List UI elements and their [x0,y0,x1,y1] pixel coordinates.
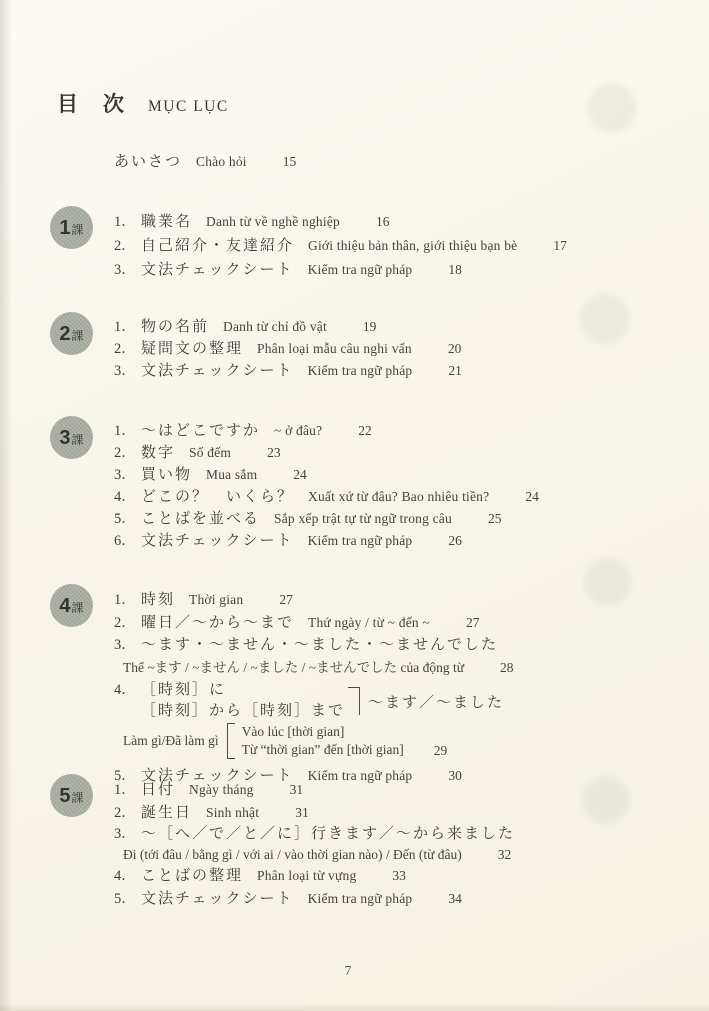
vi-text: Mua sắm [206,467,258,482]
toc-header [57,88,229,118]
vi-text: Phân loại mẫu câu nghi vấn [257,341,412,356]
jp-text: 文法チェックシート [141,891,294,907]
item-number: 4． [114,682,136,698]
toc-row-grouped-jp [114,680,700,722]
lesson-3-badge [50,416,93,459]
jp-text: 文法チェックシート [141,363,294,379]
page-title-japanese: 目 次 [57,92,126,116]
jp-text: ～はどこですか [141,423,261,439]
lesson-4-section [50,584,700,787]
item-number: 1． [114,214,136,230]
vi-text: Từ “thời gian” đến [thời gian] [241,742,404,757]
vi-text: Thể ~ます / ~ません / ~ました / ~ませんでした của động từ [123,660,465,675]
jp-text: ことばを並べる [141,511,261,527]
page-ref: 19 [362,319,377,334]
toc-row [114,486,700,508]
lesson-number: 1 [59,216,71,239]
item-number: 1． [114,423,136,439]
toc-row [114,464,700,486]
vi-text: Sinh nhật [206,805,260,820]
grouping-bracket-left-icon [227,723,235,759]
jp-text: 日付 [141,782,176,798]
page-ref: 32 [497,847,512,862]
folio-page-number: 7 [344,963,352,978]
lesson-number: 5 [59,784,71,807]
page-ref: 22 [358,423,372,438]
item-number: 2． [114,238,136,254]
vi-text: Kiểm tra ngữ pháp [307,768,413,783]
page-ref: 24 [525,489,539,504]
page-title-vietnamese: MỤC LỤC [148,98,229,115]
lesson-suffix: 課 [71,222,84,237]
jp-text: 数字 [141,445,176,461]
toc-row [114,258,700,282]
toc-row [114,634,700,657]
vi-text: Chào hỏi [196,154,247,169]
page-ref: 30 [448,768,462,783]
item-number: 6． [114,533,136,549]
page-ref: 27 [279,592,293,607]
vi-text: Xuất xứ từ đâu? Bao nhiêu tiền? [308,489,490,504]
vi-text: ~ ở đâu? [274,423,323,438]
lesson-2-badge [50,312,93,355]
lesson-1-section [50,206,700,282]
lesson-suffix: 課 [71,432,84,447]
vi-text: Kiểm tra ngữ pháp [307,363,413,378]
toc-row-sub [123,845,700,864]
vi-text: Kiểm tra ngữ pháp [307,533,413,548]
vi-text: Kiểm tra ngữ pháp [307,262,413,277]
item-number: 2． [114,615,136,631]
toc-row [114,864,700,887]
vi-text: Đi (tới đâu / bằng gì / với ai / vào thời gian nào) / Đến (từ đâu) [123,847,462,862]
lesson-3-section [50,416,700,552]
toc-row [114,887,700,910]
vi-text: Làm gì/Đã làm gì [123,733,219,748]
item-number: 5． [114,768,136,784]
jp-text: 曜日／～から～まで [141,615,295,631]
item-number: 2． [114,445,136,461]
page-ref: 23 [267,445,281,460]
page-ref: 26 [448,533,462,548]
page-ref: 33 [392,868,406,883]
page-ref: 25 [487,511,502,526]
item-number: 2． [114,805,136,821]
page-ref: 18 [448,262,462,277]
jp-text: あいさつ [114,154,183,170]
vi-text: Giới thiệu bản thân, giới thiệu bạn bè [308,238,518,253]
toc-row [114,530,700,552]
vi-text: Danh từ về nghề nghiệp [206,214,340,229]
page-ref: 24 [293,467,307,482]
jp-text: 疑問文の整理 [141,341,244,357]
page-left-edge-shadow [0,0,12,1011]
lesson-number: 2 [59,322,71,345]
item-number: 1． [114,782,136,798]
item-number: 1． [114,592,136,608]
page-ref: 15 [282,154,297,169]
lesson-1-badge [50,206,93,249]
vi-text: Kiểm tra ngữ pháp [307,891,413,906]
jp-text: どこの？ いくら？ [141,489,295,505]
page-ref: 31 [295,805,309,820]
page-ref: 21 [448,363,462,378]
page-ref: 29 [433,743,448,758]
lesson-suffix: 課 [71,790,84,805]
toc-row [114,824,700,845]
item-number: 3． [114,262,136,278]
jp-text: ～ます／～ました [368,694,505,711]
jp-text: ～［へ／で／と／に］行きます／～から来ました [141,826,516,842]
page-ref: 34 [448,891,462,906]
item-number: 2． [114,341,136,357]
jp-text: 誕生日 [141,805,193,821]
toc-row [114,611,700,634]
vi-text: Vào lúc [thời gian] [241,724,345,739]
vi-text: Sắp xếp trật tự từ ngữ trong câu [274,511,452,526]
jp-text: 文法チェックシート [141,533,294,549]
jp-text: 文法チェックシート [141,768,294,784]
toc-row [114,338,700,360]
lesson-suffix: 課 [71,600,84,615]
lesson-5-section [50,774,700,910]
item-number: 3． [114,467,136,483]
vi-text: Thời gian [189,592,244,607]
page-ref: 20 [447,341,462,356]
toc-row [114,316,700,338]
page-bottom-edge-shadow [0,1004,709,1011]
lesson-2-section [50,312,700,382]
page-ref: 28 [500,660,514,675]
lesson-number: 4 [59,594,71,617]
item-number: 4． [114,868,136,884]
toc-row-grouped-vi [123,723,700,759]
item-number: 4． [114,489,136,505]
jp-text: 買い物 [141,467,193,483]
bleedthrough-circle [588,84,636,132]
item-number: 1． [114,319,136,335]
toc-row [114,508,700,530]
item-number: 5． [114,891,136,907]
toc-row [114,801,700,824]
toc-row [114,234,700,258]
jp-text: ～ます・～ません・～ました・～ませんでした [141,637,499,653]
jp-text: 自己紹介・友達紹介 [141,238,295,254]
toc-row [114,210,700,234]
jp-text: ［時刻］から［時刻］まで [141,703,346,719]
grouping-bracket-right-icon [348,687,360,715]
jp-text: ことばの整理 [141,868,244,884]
page-ref: 27 [465,615,480,630]
page-ref: 16 [375,214,390,229]
vi-text: Thứ ngày / từ ~ đến ~ [308,615,430,630]
item-number: 3． [114,363,136,379]
toc-row [114,588,700,611]
page-ref: 17 [553,238,567,253]
vi-text: Ngày tháng [189,782,254,797]
toc-row [114,360,700,382]
jp-text: 文法チェックシート [141,262,294,278]
page-ref: 31 [289,782,304,797]
item-number: 3． [114,637,136,653]
toc-entry-greetings [114,150,296,171]
toc-row [114,420,700,442]
vi-text: Số đếm [189,445,232,460]
toc-row-sub [123,657,700,678]
jp-text: ［時刻］に [141,682,227,698]
jp-text: 物の名前 [141,319,210,335]
lesson-number: 3 [59,426,71,449]
toc-row [114,778,700,801]
vi-text: Phân loại từ vựng [257,868,357,883]
lesson-4-badge [50,584,93,627]
toc-row [114,442,700,464]
jp-text: 時刻 [141,592,176,608]
lesson-suffix: 課 [71,328,84,343]
lesson-5-badge [50,774,93,817]
jp-text: 職業名 [141,214,193,230]
item-number: 3． [114,826,136,842]
item-number: 5． [114,511,136,527]
vi-text: Danh từ chỉ đồ vật [223,319,327,334]
